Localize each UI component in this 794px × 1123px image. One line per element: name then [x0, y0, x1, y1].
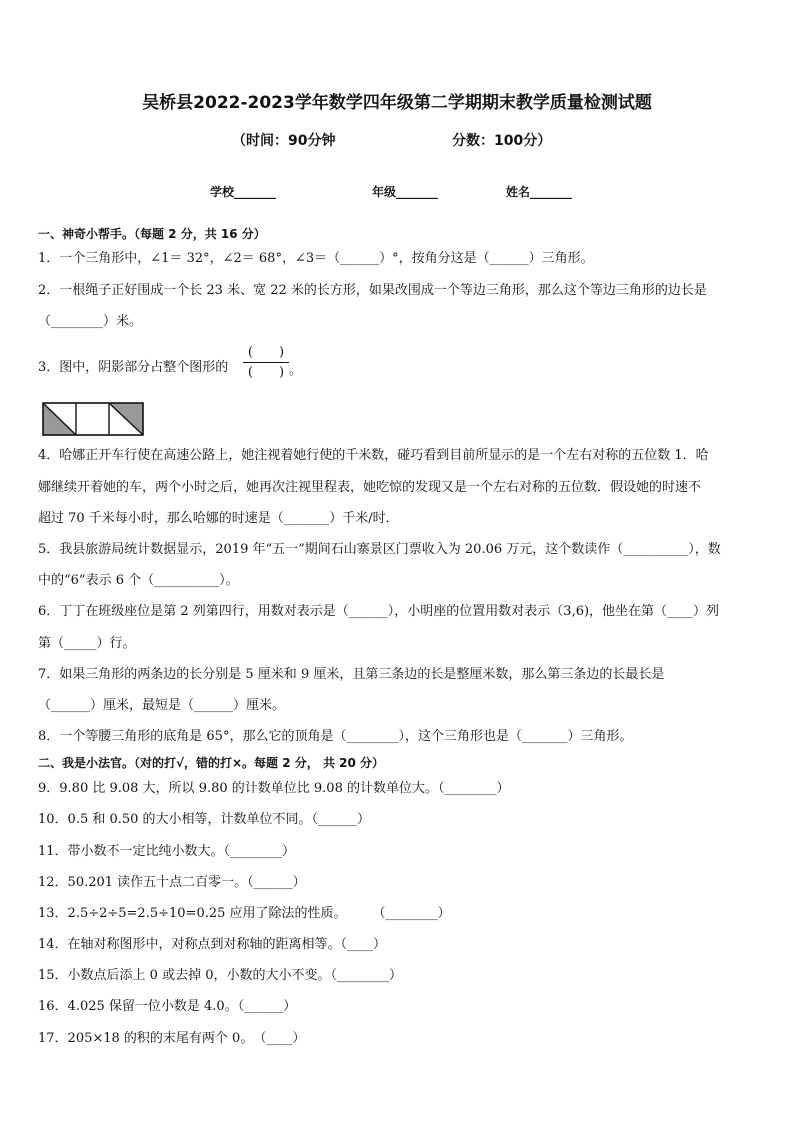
question-14: 14．在轴对称图形中，对称点到对称轴的距离相等。（____）	[38, 937, 387, 952]
question-2-line-2: （________）米。	[38, 314, 143, 329]
fraction-bar	[243, 362, 289, 363]
name-field: 姓名_______	[506, 185, 573, 199]
exam-time: （时间：90分钟	[232, 133, 336, 149]
section-2-heading: 二、我是小法官。（对的打√，错的打×。每题 2 分， 共 20 分）	[38, 756, 384, 770]
grade-field: 年级_______	[372, 185, 439, 199]
question-6-line-2: 第（_____）行。	[38, 636, 136, 651]
question-10: 10．0.5 和 0.50 的大小相等，计数单位不同。（______）	[38, 812, 371, 827]
question-8: 8．一个等腰三角形的底角是 65°，那么它的顶角是（________），这个三角形也是（_______）三角形。	[38, 729, 633, 744]
shaded-squares-figure	[42, 402, 144, 436]
question-17: 17．205×18 的积的末尾有两个 0。 （____）	[38, 1031, 306, 1046]
question-6-line-1: 6．丁丁在班级座位是第 2 列第四行，用数对表示是（______），小明座的位置用数对表示（3,6)，他坐在第（____）列	[38, 604, 720, 619]
question-7-line-1: 7．如果三角形的两条边的长分别是 5 厘米和 9 厘米，且第三条边的长是整厘米数，那么第三条边的长最长是	[38, 667, 665, 682]
question-9: 9．9.80 比 9.08 大，所以 9.80 的计数单位比 9.08 的计数单位大。（________）	[38, 781, 510, 796]
question-3-fraction	[243, 344, 289, 381]
question-4-line-3: 超过 70 千米每小时，那么哈娜的时速是（_______）千米/时．	[38, 511, 399, 526]
question-5-line-1: 5．我县旅游局统计数据显示，2019 年“五一”期间石山寨景区门票收入为 20.06 万元，这个数读作（__________），数	[38, 542, 721, 557]
question-13: 13．2.5÷2÷5=2.5÷10=0.25 应用了除法的性质。 （________）	[38, 906, 451, 921]
question-16: 16．4.025 保留一位小数是 4.0。（______）	[38, 999, 297, 1014]
question-3-tail: 。	[289, 363, 303, 378]
section-1-heading: 一、神奇小帮手。（每题 2 分，共 16 分）	[38, 227, 266, 241]
question-5-line-2: 中的“6”表示 6 个（__________）。	[38, 573, 239, 588]
fraction-denominator: ( )	[247, 365, 285, 380]
question-7-line-2: （______）厘米，最短是（______）厘米。	[38, 698, 286, 713]
question-2-line-1: 2．一根绳子正好围成一个长 23 米、宽 22 米的长方形，如果改围成一个等边三角形，那么这个等边三角形的边长是	[38, 283, 707, 298]
question-1: 1．一个三角形中，∠1＝ 32°，∠2＝ 68°，∠3＝（______）°，按角分这是（______）三角形。	[38, 251, 594, 266]
question-3: 3．图中，阴影部分占整个图形的	[38, 360, 229, 375]
question-12: 12．50.201 读作五十点二百零一。（______）	[38, 875, 306, 890]
question-4-line-2: 娜继续开着她的车，两个小时之后，她再次注视里程表，她吃惊的发现又是一个左右对称的五位数．假设她的时速不	[38, 480, 702, 495]
page-title: 吴桥县2022-2023学年数学四年级第二学期期末教学质量检测试题	[142, 93, 652, 113]
school-field: 学校_______	[210, 185, 277, 199]
question-15: 15．小数点后添上 0 或去掉 0，小数的大小不变。（________）	[38, 968, 402, 983]
question-4-line-1: 4．哈娜正开车行使在高速公路上，她注视着她行使的千米数，碰巧看到目前所显示的是一个左右对称的五位数 1．哈	[38, 448, 709, 463]
question-11: 11．带小数不一定比纯小数大。（________）	[38, 844, 296, 859]
fraction-numerator: ( )	[247, 345, 285, 360]
exam-score: 分数：100分）	[452, 133, 552, 149]
